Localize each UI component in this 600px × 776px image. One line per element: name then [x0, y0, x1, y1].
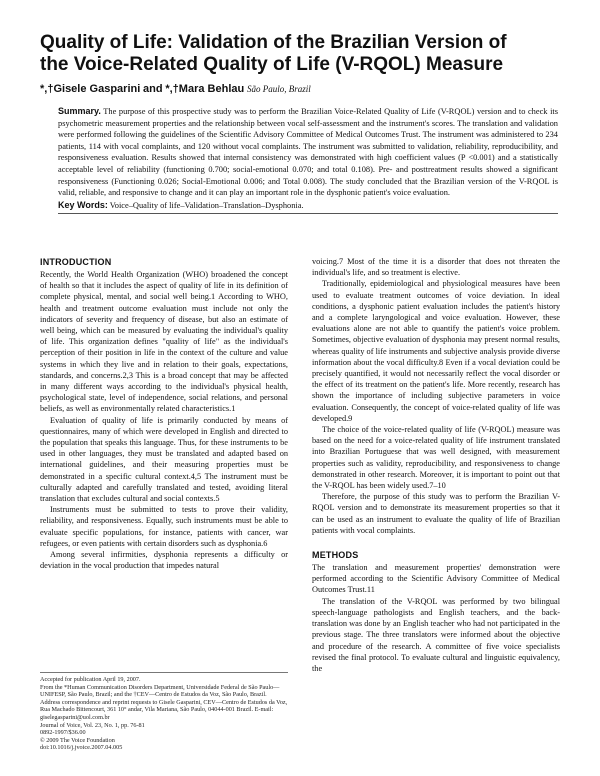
author-1: *,†Gisele Gasparini [40, 83, 141, 95]
left-column [40, 256, 288, 571]
author-affiliation: São Paulo, Brazil [246, 84, 311, 94]
keywords-label: Key Words: [58, 199, 108, 210]
methods-heading: METHODS [312, 550, 359, 561]
paper-title [40, 32, 560, 76]
intro-paragraph-6: Traditionally, epidemiological and physiological measures have been used to evaluate treatment outcomes of voice deviation. In ideal conditions, a dysphonic patient evaluation includes the patient's history and a complete laryngological and voice evaluation. However, these evaluations alone are not able to quantify the patient's voice problem. Sometimes, objective evaluation of dysphonia may present normal results, whereas quality of life instruments and subjective analysis provide diverse information about the vocal difficulty.8 Even if a vocal deviation could be precisely quantified, it would not necessarily reflect the vocal disorder or the effect of its treatment on the patient's life. More recently, research has shown the importance of including subjective parameters in voice evaluation. Consequently, the concept of voice-related quality of life was developed.9 [312, 279, 560, 423]
methods-paragraph-2: The translation of the V-RQOL was performed by two bilingual speech-language pathologists and English teachers, and the back-translation was done by an English teacher who had not participated in the previous stage. The three translators were informed about the objective and procedure of the research. A committee of five voice specialists revised the final protocol. To evaluate cultural and linguistic equivalency, the [312, 596, 560, 673]
author-2: *,†Mara Behlau [165, 83, 245, 95]
intro-paragraph-5: voicing.7 Most of the time it is a disorder that does not threaten the individual's life, and so treatment is elective. [312, 257, 560, 278]
abstract-keywords [58, 200, 558, 212]
footnote-journal: Journal of Voice, Vol. 23, No. 1, pp. 76-81 [40, 721, 145, 729]
footnote-copyright: © 2009 The Voice Foundation [40, 736, 115, 744]
intro-paragraph-8: Therefore, the purpose of this study was to perform the Brazilian V-RQOL version and to demonstrate its measurement properties so that it can be used as an instrument to evaluate the quality of life of Brazilian patients with vocal complaints. [312, 492, 560, 535]
title-line-2: the Voice-Related Quality of Life (V-RQOL) Measure [40, 54, 504, 75]
footnote-block [40, 672, 288, 752]
footnote-accepted: Accepted for publication April 19, 2007. [40, 676, 141, 683]
footnote-address: Address correspondence and reprint requests to Gisele Gasparini, CEV—Centro de Estudos da Voz, Rua Machado Bittencourt, 361 10° andar, Vila Mariana, São Paulo, 04044-001 Brazil. E-mail: giselegasparini@uol.com.br [40, 698, 288, 721]
intro-paragraph-7: The choice of the voice-related quality of life (V-RQOL) measure was based on the need for a voice-related quality of life instrument translated into Brazilian Portuguese that was well designed, with measurement properties such as validity, reproducibility, and responsiveness to change demonstrated in other research. Moreover, it is important to point out that the V-RQOL has been widely used.7–10 [312, 425, 560, 491]
author-line [40, 82, 560, 96]
abstract-summary [58, 106, 558, 199]
right-column [312, 256, 560, 674]
summary-text: The purpose of this prospective study was to perform the Brazilian Voice-Related Quality of Life (V-RQOL) version and to check its psychometric measurement properties and the relationship between vocal self-assessment and the instrument's scores. The translation and validation were performed following the guidelines of the Scientific Advisory Committee of Medical Outcomes Trust. The instrument was administered to 234 patients, 114 with vocal complaints, and 120 without vocal complaints. The instrument was submitted to validation, reliability, reproducibility, and responsiveness evaluation. Results showed that internal consistency was demonstrated with high coefficient values (P <0.001) and a statistically acceptable level of reliability (functioning 0.700; social-emotional 0.070; and total 0.108). Pre- and posttreatment results showed a significant responsiveness (Functioning 0.026; Social-Emotional 0.006; and Total 0.008). The study concluded that the Brazilian version of the V-RQOL is valid, reliable, and responsive to change and it can play an important role in the dysphonic patient's voice evaluation. [58, 107, 558, 198]
footnote-from: From the *Human Communication Disorders Department, Universidade Federal de São Paulo—UNIFESP, São Paulo, Brazil; and the †CEV—Centro de Estudos da Voz, São Paulo, Brazil. [40, 683, 280, 699]
footnote-doi: doi:10.1016/j.jvoice.2007.04.005 [40, 744, 123, 752]
intro-paragraph-1: Recently, the World Health Organization (WHO) broadened the concept of health so that it includes the aspect of quality of life in its definition of complete physical, mental, and social well being.1 According to WHO, health and treatment outcome evaluation must include not only the indicators of severity and frequency of disease, but also an estimate of well being, which can be measured by evaluating the individual's quality of life. This organization defines "quality of life" as the individual's perception of their position in life in the context of the culture and value systems in which they live and in relation to their goals, expectations, standards, and concerns.2,3 This is a broad concept that may be affected in many different ways according to the individual's physical health, psychological state, level of independence, social relations, and personal beliefs, as well as environmentally related characteristics.1 [40, 270, 288, 414]
introduction-heading: INTRODUCTION [40, 257, 112, 267]
abstract-block [58, 106, 558, 214]
footnote-issn: 0892-1997/$36.00 [40, 729, 86, 737]
intro-paragraph-3: Instruments must be submitted to tests to prove their validity, reliability, and responsiveness. Equally, such instruments must be able to evaluate specific populations, for instance, patients with cancer, war refugees, or even patients with certain disorders such as dysphonia.6 [40, 505, 288, 548]
intro-paragraph-4: Among several infirmities, dysphonia represents a difficulty or deviation in the vocal production that impedes natural [40, 550, 288, 571]
keywords-text: Voice–Quality of life–Validation–Translation–Dysphonia. [109, 200, 304, 210]
intro-paragraph-2: Evaluation of quality of life is primarily conducted by means of questionnaires, many of which were developed in English and directed to the population that speaks this language. Thus, for these instruments to be used in other languages, they must be translated and adapted based on international guidelines, and their measuring properties must be demonstrated in a specific cultural context.4,5 The instrument must be culturally adapted and carefully translated and tested, avoiding literal translation that excludes cultural and social contexts.5 [40, 415, 288, 504]
section-gap [312, 536, 560, 549]
methods-paragraph-1: The translation and measurement properties' demonstration were performed according to the Scientific Advisory Committee of Medical Outcomes Trust.11 [312, 563, 560, 595]
summary-label: Summary. [58, 106, 101, 116]
author-conjunction: and [143, 83, 163, 95]
title-line-1: Quality of Life: Validation of the Brazilian Version of [40, 32, 507, 53]
